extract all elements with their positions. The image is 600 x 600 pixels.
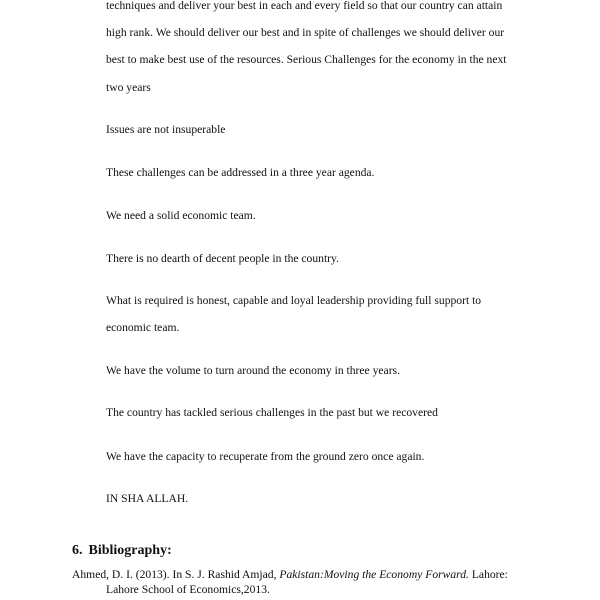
statement-line: These challenges can be addressed in a three year agenda. [106,166,375,179]
entry-prefix: Ahmed, D. I. (2013). In S. J. Rashid Amjad, [72,568,280,581]
paragraph-line: best to make best use of the resources. Serious Challenges for the economy in the next [106,53,507,66]
bibliography-entry-continuation: Lahore School of Economics,2013. [106,583,270,596]
bibliography-heading [72,543,172,559]
entry-book-title: Pakistan:Moving the Economy Forward. [279,568,469,581]
statement-line: We need a solid economic team. [106,209,256,222]
statement-line: We have the volume to turn around the economy in three years. [106,364,400,377]
bibliography-entry [72,568,508,582]
statement-line: There is no dearth of decent people in the country. [106,252,339,265]
section-title: Bibliography: [88,543,172,558]
paragraph-line: high rank. We should deliver our best and in spite of challenges we should deliver our [106,26,505,39]
statement-line: The country has tackled serious challenges in the past but we recovered [106,406,438,419]
paragraph-line: techniques and deliver your best in each and every field so that our country can attain [106,0,503,12]
statement-line: economic team. [106,321,180,334]
statement-line: We have the capacity to recuperate from the ground zero once again. [106,450,425,463]
paragraph-line: two years [106,81,151,94]
section-number: 6. [72,543,83,558]
entry-suffix: Lahore: [468,568,508,581]
statement-line: What is required is honest, capable and loyal leadership providing full support to [106,294,482,307]
statement-line: Issues are not insuperable [106,123,226,136]
statement-line: IN SHA ALLAH. [106,492,189,505]
